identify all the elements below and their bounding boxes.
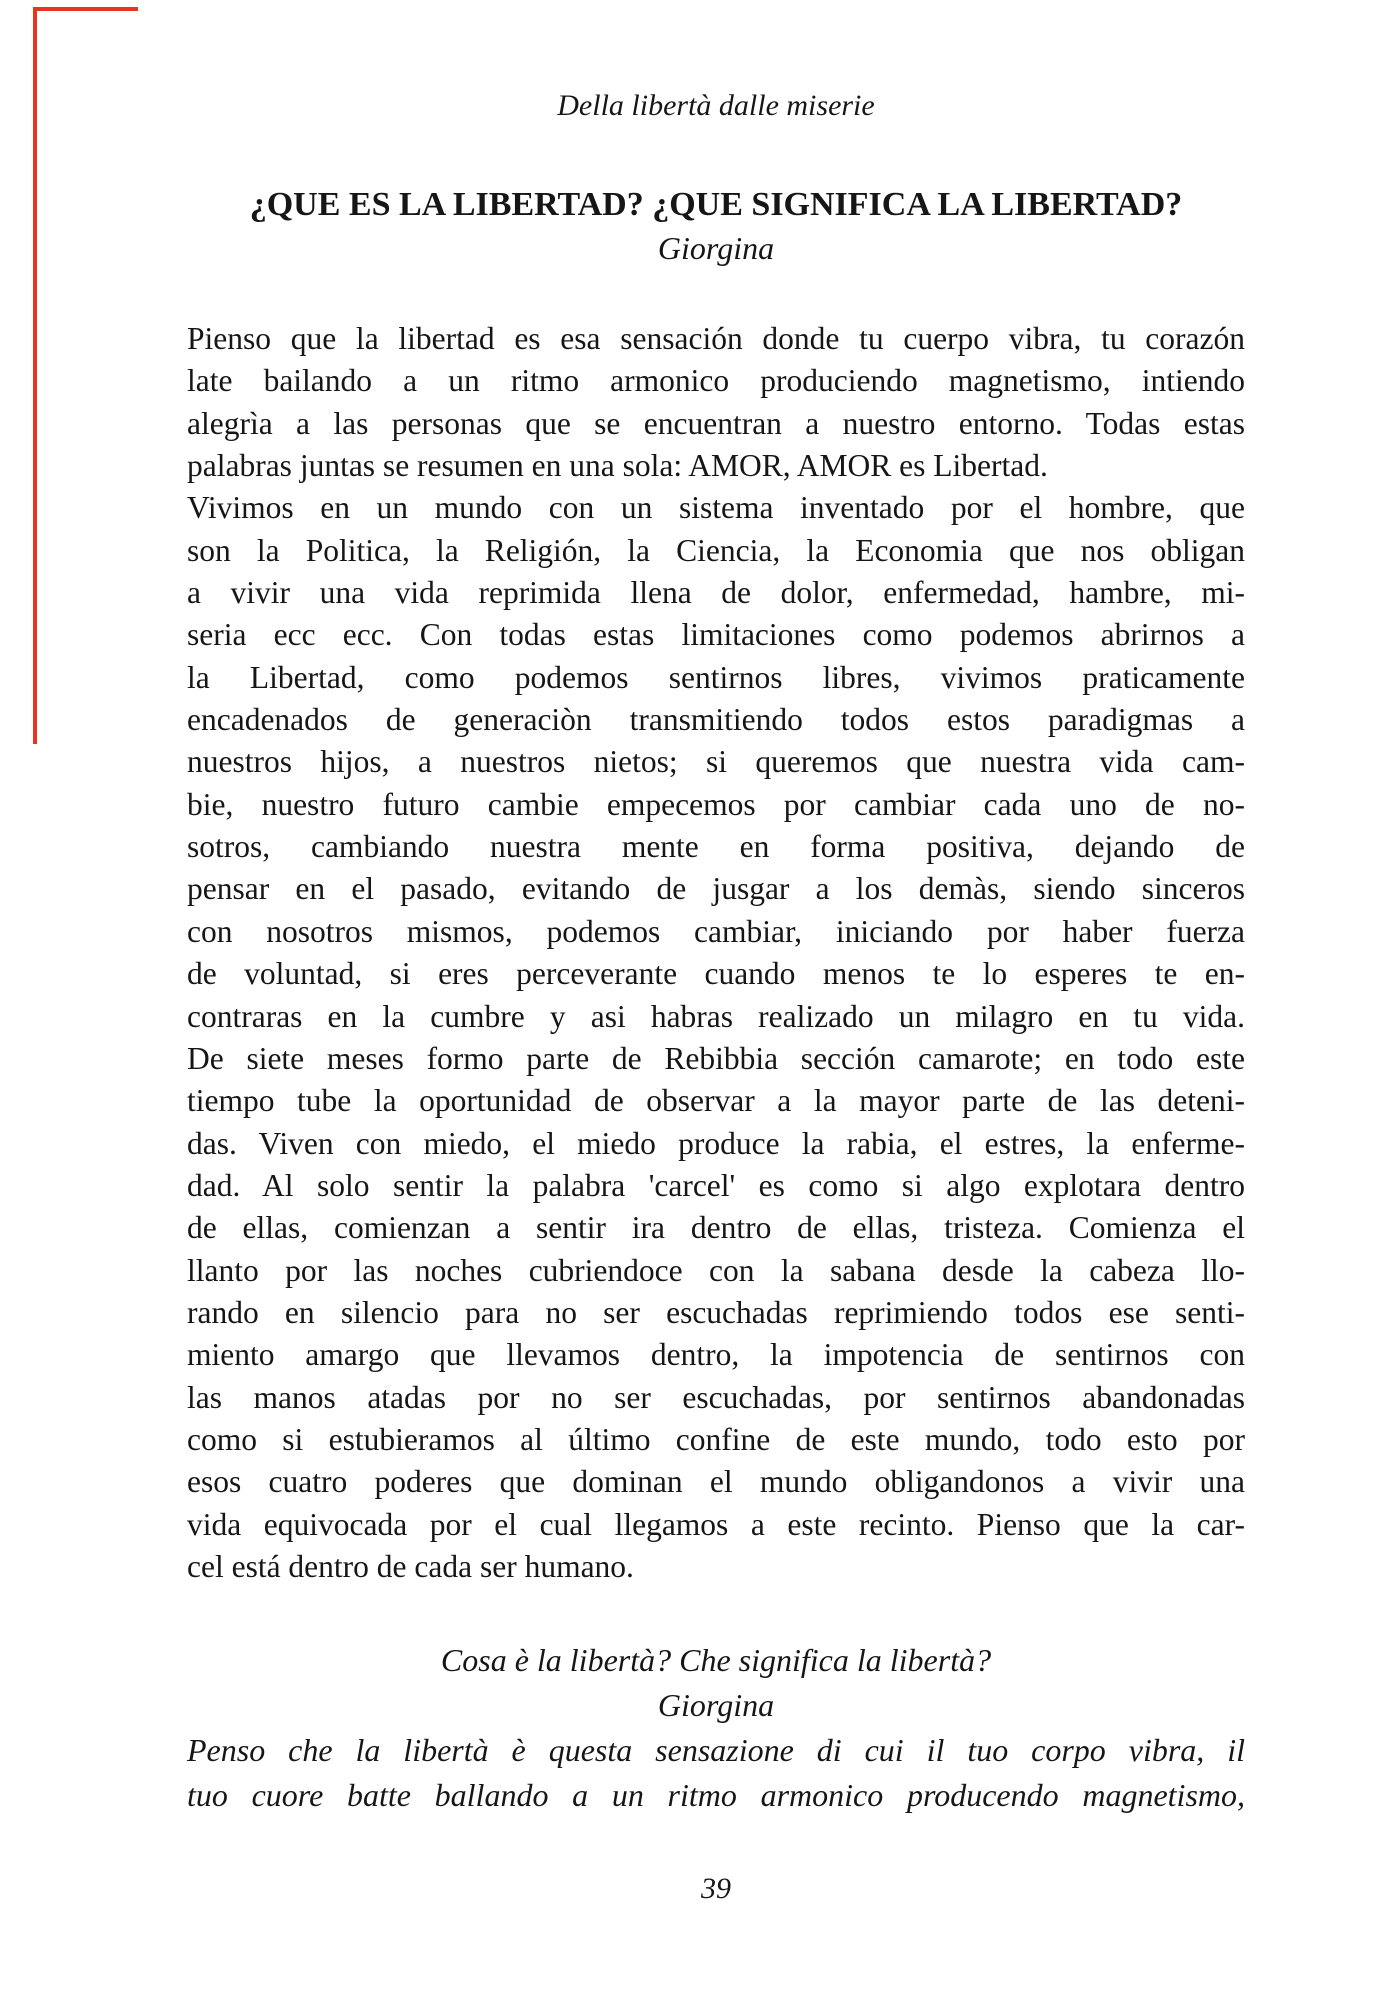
text-line: miento amargo que llevamos dentro, la impotencia de sentirnos con <box>187 1337 1245 1373</box>
text-line: cel está dentro de cada ser humano. <box>187 1548 634 1584</box>
italian-section-title: Cosa è la libertà? Che significa la libertà? <box>440 1642 992 1679</box>
text-line: pensar en el pasado, evitando de jusgar a los demàs, siendo sinceros <box>187 871 1245 907</box>
text-line: esos cuatro poderes que dominan el mundo obligandonos a vivir una <box>187 1464 1245 1500</box>
text-line: son la Politica, la Religión, la Ciencia, la Economia que nos obligan <box>187 532 1245 568</box>
italian-body-text <box>187 1728 1245 1818</box>
running-header: Della libertà dalle miserie <box>557 89 875 122</box>
text-line: tiempo tube la oportunidad de observar a la mayor parte de las deteni- <box>187 1083 1245 1119</box>
text-line: tuo cuore batte ballando a un ritmo armonico producendo magnetismo, <box>187 1777 1245 1814</box>
spanish-body-text <box>187 318 1245 1588</box>
italian-author-name: Giorgina <box>657 1687 775 1724</box>
text-line: las manos atadas por no ser escuchadas, por sentirnos abandonadas <box>187 1379 1245 1415</box>
text-line: a vivir una vida reprimida llena de dolor, enfermedad, hambre, mi- <box>187 575 1245 611</box>
spanish-section-title: ¿QUE ES LA LIBERTAD? ¿QUE SIGNIFICA LA LIBERTAD? <box>249 186 1183 223</box>
red-margin-line-vertical <box>33 7 37 744</box>
text-line: sotros, cambiando nuestra mente en forma positiva, dejando de <box>187 829 1245 865</box>
text-line: late bailando a un ritmo armonico produciendo magnetismo, intiendo <box>187 363 1245 399</box>
text-line: contraras en la cumbre y asi habras realizado un milagro en tu vida. <box>187 998 1245 1034</box>
text-line: seria ecc ecc. Con todas estas limitaciones como podemos abrirnos a <box>187 617 1245 653</box>
text-line: con nosotros mismos, podemos cambiar, iniciando por haber fuerza <box>187 913 1245 949</box>
spanish-author-name: Giorgina <box>657 230 775 266</box>
italian-section <box>187 1638 1245 1818</box>
text-line: Penso che la libertà è questa sensazione di cui il tuo corpo vibra, il <box>187 1732 1245 1769</box>
text-line: De siete meses formo parte de Rebibbia sección camarote; en todo este <box>187 1040 1245 1076</box>
page-number: 39 <box>701 1872 731 1905</box>
text-line: das. Viven con miedo, el miedo produce la rabia, el estres, la enferme- <box>187 1125 1245 1161</box>
text-line: Vivimos en un mundo con un sistema inventado por el hombre, que <box>187 490 1245 526</box>
text-line: vida equivocada por el cual llegamos a este recinto. Pienso que la car- <box>187 1506 1245 1542</box>
text-line: de ellas, comienzan a sentir ira dentro de ellas, tristeza. Comienza el <box>187 1210 1245 1246</box>
text-line: encadenados de generaciòn transmitiendo todos estos paradigmas a <box>187 702 1245 738</box>
text-line: bie, nuestro futuro cambie empecemos por cambiar cada uno de no- <box>187 786 1245 822</box>
text-line: la Libertad, como podemos sentirnos libres, vivimos praticamente <box>187 659 1245 695</box>
text-line: rando en silencio para no ser escuchadas reprimiendo todos ese senti- <box>187 1294 1245 1330</box>
text-line: llanto por las noches cubriendoce con la sabana desde la cabeza llo- <box>187 1252 1245 1288</box>
text-line: dad. Al solo sentir la palabra 'carcel' es como si algo explotara dentro <box>187 1167 1245 1203</box>
text-line: alegrìa a las personas que se encuentran a nuestro entorno. Todas estas <box>187 405 1245 441</box>
text-line: como si estubieramos al último confine de este mundo, todo esto por <box>187 1421 1245 1457</box>
text-line: Pienso que la libertad es esa sensación donde tu cuerpo vibra, tu corazón <box>187 321 1245 356</box>
text-line: de voluntad, si eres perceverante cuando menos te lo esperes te en- <box>187 956 1245 992</box>
text-line: palabras juntas se resumen en una sola: AMOR, AMOR es Libertad. <box>187 448 1048 484</box>
page-content <box>187 0 1245 1818</box>
text-line: nuestros hijos, a nuestros nietos; si queremos que nuestra vida cam- <box>187 744 1245 780</box>
red-margin-line-horizontal <box>33 7 138 11</box>
